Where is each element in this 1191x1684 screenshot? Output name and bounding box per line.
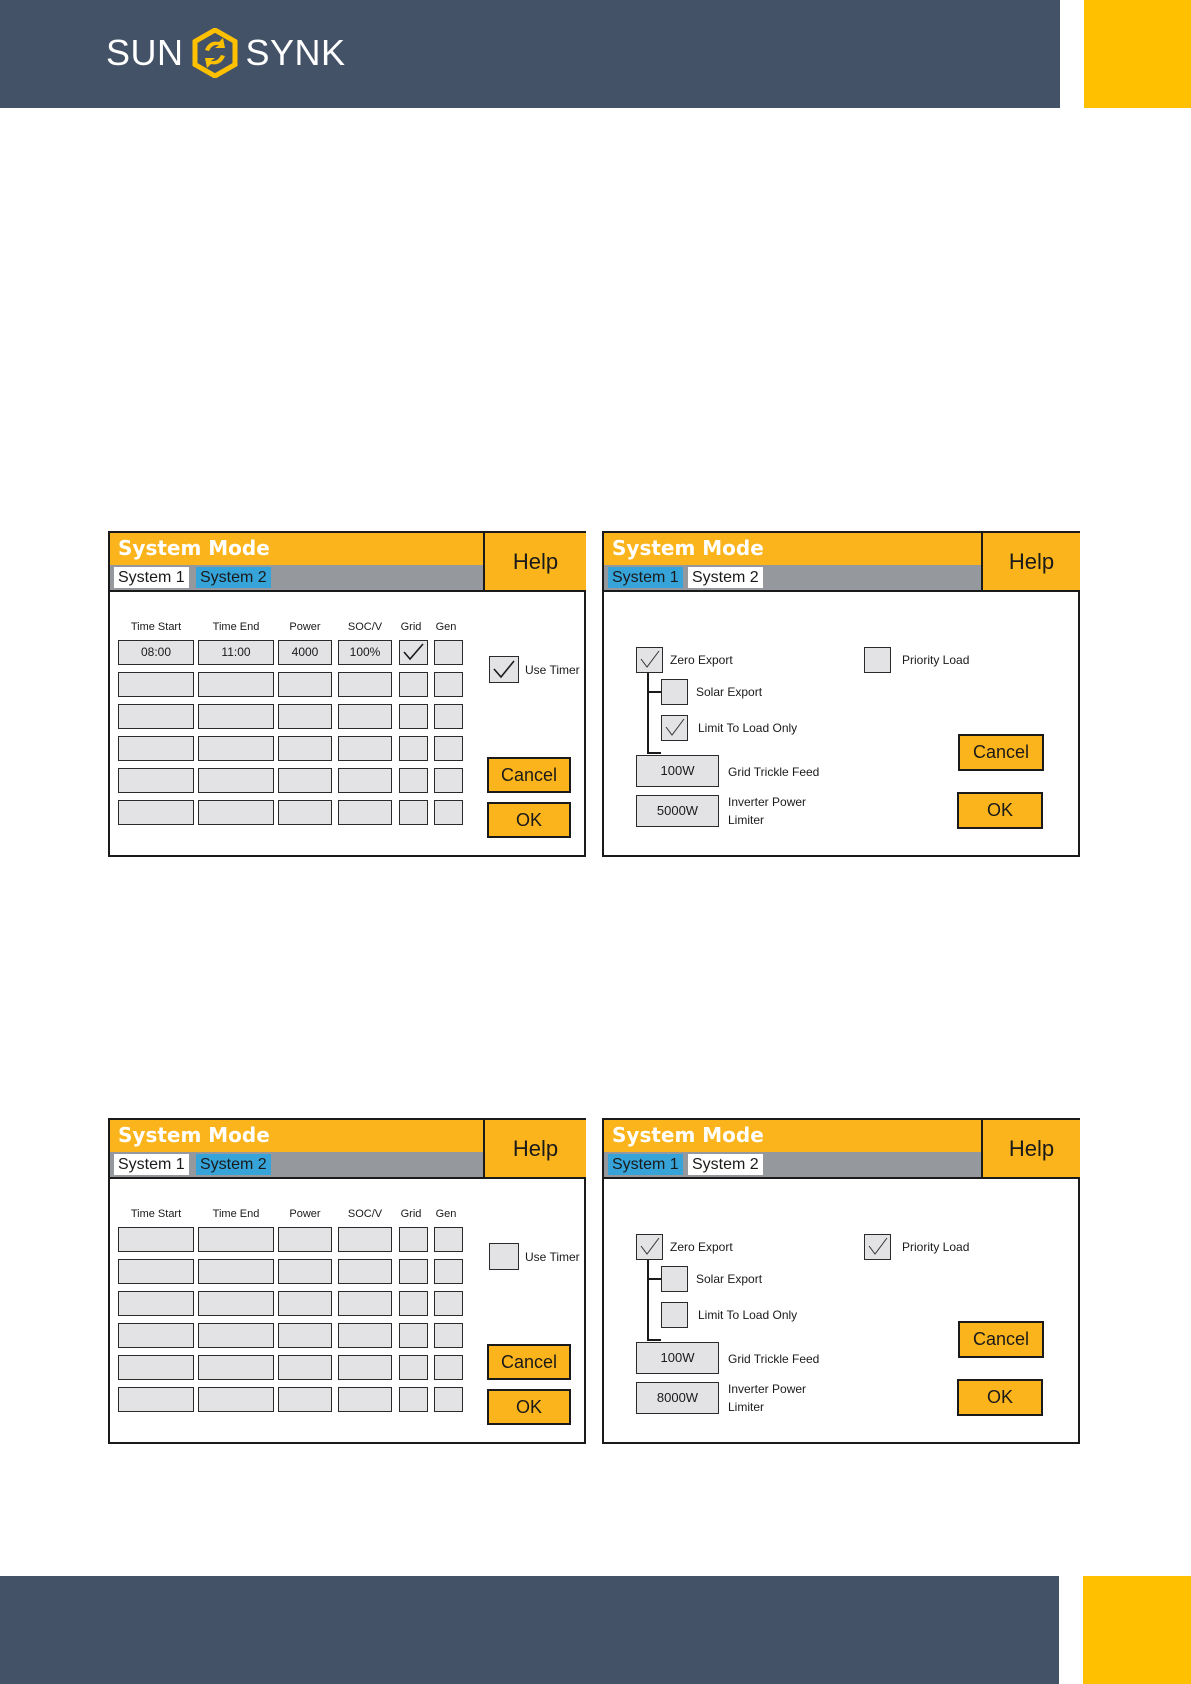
gen-checkbox-1[interactable]: [434, 640, 463, 665]
time-start-field-2[interactable]: [118, 1259, 194, 1284]
cancel-button[interactable]: Cancel: [487, 1344, 571, 1380]
limit-to-load-checkbox[interactable]: [661, 715, 688, 741]
use-timer-label: Use Timer: [525, 1250, 580, 1264]
tab-system-2[interactable]: System 2: [196, 567, 271, 588]
soc-field-2[interactable]: [338, 1259, 392, 1284]
inverter-power-limiter-field[interactable]: 8000W: [636, 1382, 719, 1414]
tree-line-h2: [647, 1339, 661, 1341]
zero-export-checkbox[interactable]: [636, 647, 663, 673]
help-button[interactable]: Help: [483, 533, 586, 592]
grid-checkbox-6[interactable]: [399, 800, 428, 825]
logo-sun-icon: [192, 28, 238, 78]
time-start-field-1[interactable]: 08:00: [118, 640, 194, 665]
tree-line-vertical: [647, 1260, 649, 1340]
time-end-field-5[interactable]: [198, 768, 274, 793]
system-mode-panel-4: [602, 1118, 1080, 1444]
power-field-2[interactable]: [278, 1259, 332, 1284]
time-end-field-1[interactable]: 11:00: [198, 640, 274, 665]
grid-checkbox-5[interactable]: [399, 768, 428, 793]
grid-checkbox-5[interactable]: [399, 1355, 428, 1380]
panel-title: System Mode: [118, 1123, 270, 1147]
inverter-power-label-line-2: Limiter: [728, 813, 765, 827]
ok-button[interactable]: OK: [957, 1379, 1043, 1416]
time-start-field-3[interactable]: [118, 1291, 194, 1316]
power-field-1[interactable]: [278, 1227, 332, 1252]
cancel-button[interactable]: Cancel: [487, 757, 571, 793]
cancel-button[interactable]: Cancel: [958, 1321, 1044, 1358]
time-start-field-6[interactable]: [118, 1387, 194, 1412]
help-button[interactable]: Help: [483, 1120, 586, 1179]
grid-checkbox-6[interactable]: [399, 1387, 428, 1412]
zero-export-label: Zero Export: [670, 653, 733, 667]
time-end-field-1[interactable]: [198, 1227, 274, 1252]
checkmark-icon: [637, 1235, 661, 1258]
logo-text-left: SUN: [106, 32, 184, 73]
time-start-field-1[interactable]: [118, 1227, 194, 1252]
priority-load-checkbox[interactable]: [864, 1234, 891, 1260]
logo-text-right: SYNK: [245, 32, 346, 73]
solar-export-label: Solar Export: [696, 685, 763, 699]
soc-field-3[interactable]: [338, 704, 392, 729]
time-end-field-4[interactable]: [198, 736, 274, 761]
gen-checkbox-6[interactable]: [434, 1387, 463, 1412]
time-start-field-6[interactable]: [118, 800, 194, 825]
col-header-grid: Grid: [400, 621, 422, 633]
grid-checkbox-2[interactable]: [399, 1259, 428, 1284]
col-header-power: Power: [289, 621, 321, 633]
panel-title: System Mode: [118, 536, 270, 560]
system-mode-panel-1: [108, 531, 586, 857]
tree-line-h1: [647, 691, 661, 693]
time-start-field-2[interactable]: [118, 672, 194, 697]
system-mode-panel-3: [108, 1118, 586, 1444]
power-field-2[interactable]: [278, 672, 332, 697]
limit-to-load-label: Limit To Load Only: [698, 1308, 798, 1322]
power-field-4[interactable]: [278, 1323, 332, 1348]
col-header-gen: Gen: [435, 621, 457, 633]
soc-field-1[interactable]: 100%: [338, 640, 392, 665]
col-header-gen: Gen: [435, 1208, 457, 1220]
power-field-1[interactable]: 4000: [278, 640, 332, 665]
col-header-time-end: Time End: [212, 621, 260, 633]
soc-field-1[interactable]: [338, 1227, 392, 1252]
soc-field-4[interactable]: [338, 1323, 392, 1348]
grid-checkbox-4[interactable]: [399, 1323, 428, 1348]
inverter-power-label-line-1: Inverter Power: [728, 1382, 807, 1396]
solar-export-checkbox[interactable]: [661, 1266, 688, 1292]
ok-button[interactable]: OK: [957, 792, 1043, 829]
checkmark-icon: [865, 1235, 889, 1258]
use-timer-label: Use Timer: [525, 663, 580, 677]
gen-checkbox-4[interactable]: [434, 736, 463, 761]
tab-system-1[interactable]: System 1: [114, 567, 189, 588]
power-field-3[interactable]: [278, 1291, 332, 1316]
tab-system-2[interactable]: System 2: [688, 1154, 763, 1175]
col-header-grid: Grid: [400, 1208, 422, 1220]
priority-load-checkbox[interactable]: [864, 647, 891, 673]
grid-trickle-feed-field[interactable]: 100W: [636, 1342, 719, 1374]
time-end-field-5[interactable]: [198, 1355, 274, 1380]
soc-field-2[interactable]: [338, 672, 392, 697]
grid-checkbox-4[interactable]: [399, 736, 428, 761]
col-header-soc: SOC/V: [347, 621, 383, 633]
divider: [604, 1177, 981, 1179]
cancel-button[interactable]: Cancel: [958, 734, 1044, 771]
ok-button[interactable]: OK: [487, 1389, 571, 1425]
grid-trickle-feed-field[interactable]: 100W: [636, 755, 719, 787]
time-end-field-2[interactable]: [198, 1259, 274, 1284]
panel-title: System Mode: [612, 536, 764, 560]
time-end-field-6[interactable]: [198, 800, 274, 825]
ok-button[interactable]: OK: [487, 802, 571, 838]
time-start-field-4[interactable]: [118, 736, 194, 761]
solar-export-label: Solar Export: [696, 1272, 763, 1286]
col-header-time-start: Time Start: [130, 621, 182, 633]
checkmark-icon: [400, 641, 426, 663]
inverter-power-label-line-2: Limiter: [728, 1400, 765, 1414]
divider: [604, 590, 981, 592]
tree-line-vertical: [647, 673, 649, 753]
soc-field-6[interactable]: [338, 800, 392, 825]
checkmark-icon: [662, 716, 686, 739]
col-header-time-start: Time Start: [130, 1208, 182, 1220]
power-field-6[interactable]: [278, 800, 332, 825]
help-button[interactable]: Help: [981, 533, 1080, 592]
footer-bar: [0, 1576, 1059, 1684]
use-timer-checkbox[interactable]: [489, 1243, 519, 1270]
gen-checkbox-2[interactable]: [434, 672, 463, 697]
zero-export-checkbox[interactable]: [636, 1234, 663, 1260]
tab-system-2[interactable]: System 2: [196, 1154, 271, 1175]
gen-checkbox-3[interactable]: [434, 1291, 463, 1316]
time-end-field-2[interactable]: [198, 672, 274, 697]
limit-to-load-checkbox[interactable]: [661, 1302, 688, 1328]
gen-checkbox-4[interactable]: [434, 1323, 463, 1348]
power-field-3[interactable]: [278, 704, 332, 729]
tab-system-1[interactable]: System 1: [114, 1154, 189, 1175]
inverter-power-limiter-field[interactable]: 5000W: [636, 795, 719, 827]
power-field-5[interactable]: [278, 1355, 332, 1380]
help-button[interactable]: Help: [981, 1120, 1080, 1179]
power-field-5[interactable]: [278, 768, 332, 793]
panel-title: System Mode: [612, 1123, 764, 1147]
tab-system-1[interactable]: System 1: [608, 567, 683, 588]
grid-checkbox-1[interactable]: [399, 640, 428, 665]
priority-load-label: Priority Load: [902, 1240, 970, 1254]
time-end-field-3[interactable]: [198, 1291, 274, 1316]
time-start-field-4[interactable]: [118, 1323, 194, 1348]
soc-field-6[interactable]: [338, 1387, 392, 1412]
col-header-power: Power: [289, 1208, 321, 1220]
use-timer-checkbox[interactable]: [489, 656, 519, 683]
tab-system-1[interactable]: System 1: [608, 1154, 683, 1175]
checkmark-icon: [637, 648, 661, 671]
grid-checkbox-3[interactable]: [399, 704, 428, 729]
system-mode-panel-2: [602, 531, 1080, 857]
tree-line-h2: [647, 752, 661, 754]
gen-checkbox-3[interactable]: [434, 704, 463, 729]
power-field-4[interactable]: [278, 736, 332, 761]
grid-checkbox-2[interactable]: [399, 672, 428, 697]
footer-accent-block: [1083, 1576, 1191, 1684]
sunsynk-logo: [106, 26, 346, 80]
time-start-field-5[interactable]: [118, 768, 194, 793]
col-header-time-end: Time End: [212, 1208, 260, 1220]
gen-checkbox-6[interactable]: [434, 800, 463, 825]
divider: [110, 590, 483, 592]
header-accent-block: [1084, 0, 1191, 108]
zero-export-label: Zero Export: [670, 1240, 733, 1254]
power-field-6[interactable]: [278, 1387, 332, 1412]
limit-to-load-label: Limit To Load Only: [698, 721, 798, 735]
tree-line-h1: [647, 1278, 661, 1280]
time-end-field-6[interactable]: [198, 1387, 274, 1412]
col-header-soc: SOC/V: [347, 1208, 383, 1220]
time-end-field-3[interactable]: [198, 704, 274, 729]
time-start-field-5[interactable]: [118, 1355, 194, 1380]
solar-export-checkbox[interactable]: [661, 679, 688, 705]
grid-checkbox-3[interactable]: [399, 1291, 428, 1316]
time-start-field-3[interactable]: [118, 704, 194, 729]
gen-checkbox-1[interactable]: [434, 1227, 463, 1252]
tab-system-2[interactable]: System 2: [688, 567, 763, 588]
checkmark-icon: [490, 657, 517, 681]
soc-field-5[interactable]: [338, 1355, 392, 1380]
divider: [110, 1177, 483, 1179]
grid-trickle-feed-label: Grid Trickle Feed: [728, 1352, 820, 1366]
soc-field-4[interactable]: [338, 736, 392, 761]
grid-trickle-feed-label: Grid Trickle Feed: [728, 765, 820, 779]
priority-load-label: Priority Load: [902, 653, 970, 667]
inverter-power-label-line-1: Inverter Power: [728, 795, 807, 809]
time-end-field-4[interactable]: [198, 1323, 274, 1348]
grid-checkbox-1[interactable]: [399, 1227, 428, 1252]
gen-checkbox-5[interactable]: [434, 768, 463, 793]
soc-field-5[interactable]: [338, 768, 392, 793]
gen-checkbox-2[interactable]: [434, 1259, 463, 1284]
soc-field-3[interactable]: [338, 1291, 392, 1316]
gen-checkbox-5[interactable]: [434, 1355, 463, 1380]
